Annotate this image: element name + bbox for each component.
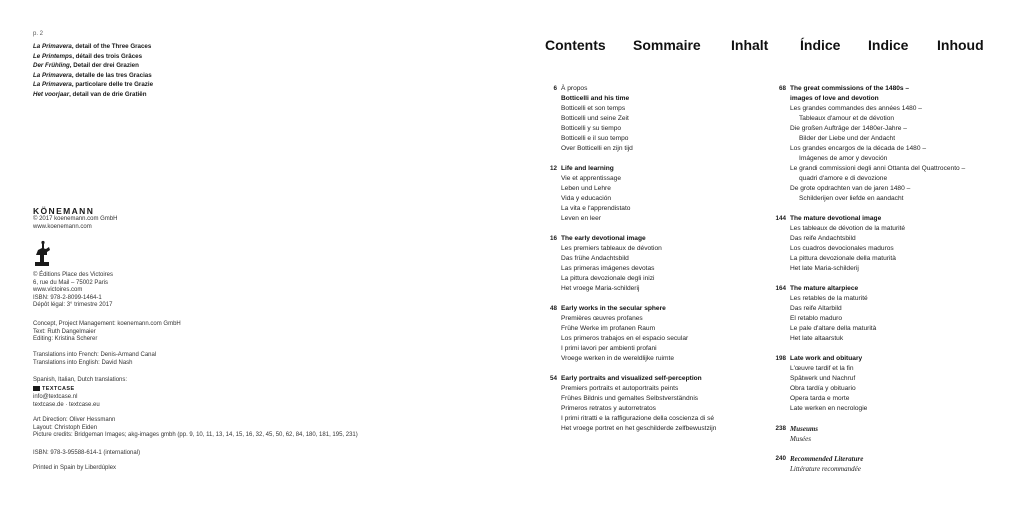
toc-entry-line: Het vroege portret en het geschilderde zelfbewustzijn	[561, 425, 717, 432]
toc-entry-line: El retablo maduro	[790, 315, 843, 322]
toc-entry-line: I primi ritratti e la raffigurazione della coscienza di sé	[561, 415, 715, 422]
textcase-logo-text: TEXTCASE	[42, 386, 75, 392]
art-credits-line: Art Direction: Oliver Hessmann	[33, 417, 116, 423]
translation-line: Translations into English: David Nash	[33, 359, 133, 366]
toc-entry-line: De grote opdrachten van de jaren 1480 –	[790, 185, 911, 192]
caption-title: Het voorjaar	[33, 90, 70, 98]
toc-entry-line: Opera tarda e morte	[790, 395, 850, 402]
credits-line: Concept, Project Management: koenemann.com GmbH	[33, 321, 181, 327]
toc-entry	[778, 84, 1010, 204]
toc-entry	[549, 164, 781, 224]
toc-entry-line: Das frühe Andachtsbild	[561, 255, 629, 262]
editions-line: www.victoires.com	[33, 287, 83, 294]
toc-entry-line: Late werken en necrologie	[790, 405, 868, 412]
caption-title: La Primavera	[33, 71, 72, 79]
toc-entry	[775, 354, 1010, 414]
editions-line: ISBN: 978-2-8099-1464-1	[33, 294, 102, 301]
toc-entry-line: Las primeras imágenes devotas	[561, 265, 655, 272]
printed-line: Printed in Spain by Liberdúplex	[33, 465, 117, 471]
toc-column-left	[549, 84, 781, 434]
toc-entry-line: Das reife Andachtsbild	[790, 235, 856, 242]
toc-entry-line: Vida y educación	[561, 195, 612, 202]
toc-entry-line: Imágenes de amor y devoción	[799, 155, 888, 162]
toc-entry-line: I primi lavori per ambienti profani	[561, 345, 657, 352]
toc-entry-line: Les retables de la maturité	[790, 295, 868, 302]
toc-entry-line: Los primeros trabajos en el espacio secular	[561, 335, 689, 342]
toc-entry-line: Life and learning	[561, 165, 614, 172]
caption-line	[33, 90, 253, 100]
caption-line	[33, 61, 253, 71]
credits-line: Editing: Kristina Scherer	[33, 336, 98, 343]
toc-page-number: 198	[775, 355, 786, 362]
toc-entry-line: Primeros retratos y autorretratos	[561, 405, 656, 412]
toc-entry	[549, 234, 781, 294]
caption-text: , detail van de drie Gratiën	[69, 90, 147, 98]
toc-entry-line: Botticelli et son temps	[561, 105, 626, 112]
toc-entry-line: The early devotional image	[561, 235, 646, 242]
isbn-international: ISBN: 978-3-95588-614-1 (international)	[33, 450, 141, 456]
toc-entry-line: Los cuadros devocionales maduros	[790, 245, 894, 252]
caption-title: Le Printemps	[33, 52, 73, 60]
toc-entry-line: Vroege werken in de wereldlijke ruimte	[561, 355, 675, 362]
toc-entry-line: quadri d'amore e di devozione	[799, 175, 888, 182]
toc-entry-line: Spätwerk und Nachruf	[790, 375, 856, 382]
equestrian-statue-icon	[33, 240, 63, 268]
toc-entry-line: Het late altaarstuk	[790, 335, 844, 342]
toc-entry-line: The mature altarpiece	[790, 285, 859, 292]
toc-entry-line: Early works in the secular sphere	[561, 305, 666, 312]
publisher-logo: KÖNEMANN	[33, 206, 95, 216]
toc-entry-line: Bilder der Liebe und der Andacht	[799, 135, 896, 142]
toc-page-number: 164	[775, 285, 786, 292]
website-line: www.koenemann.com	[33, 224, 92, 230]
toc-entry	[549, 374, 781, 434]
toc-page-number: 12	[549, 165, 557, 172]
caption-text: , détail des trois Grâces	[72, 52, 143, 60]
toc-entry-line: Obra tardía y obituario	[790, 385, 856, 392]
toc-entry-line: The mature devotional image	[790, 215, 882, 222]
textcase-mark-icon	[33, 386, 40, 391]
toc-entry-line: Schilderijen over liefde en aandacht	[799, 195, 904, 202]
toc-entry-line: images of love and devotion	[790, 95, 879, 102]
toc-page-number: 144	[775, 215, 786, 222]
toc-entry-line: Recommended Literature	[790, 455, 864, 463]
toc-entry-line: La pittura devozionale degli inizi	[561, 275, 655, 282]
toc-entry-line: Leben und Lehre	[561, 185, 611, 192]
toc-entry-line: Das reife Altarbild	[790, 305, 842, 312]
toc-page-number: 68	[778, 85, 786, 92]
toc-heading: Indice	[868, 37, 909, 53]
toc-entry-line: Die großen Aufträge der 1480er-Jahre –	[790, 125, 907, 132]
caption-line	[33, 80, 253, 90]
caption-list	[33, 42, 253, 100]
caption-title: La Primavera	[33, 81, 72, 89]
toc-entry-line: Botticelli e il suo tempo	[561, 135, 629, 142]
spanish-translation-line: Spanish, Italian, Dutch translations:	[33, 377, 128, 383]
toc-entry-line: L'œuvre tardif et la fin	[790, 365, 854, 372]
toc-entry-line: Botticelli y su tiempo	[561, 125, 622, 132]
toc-entry-line: Botticelli and his time	[561, 95, 630, 102]
toc-entry-line: Het vroege Maria-schilderij	[561, 285, 640, 292]
toc-entry-line: Premières œuvres profanes	[561, 315, 643, 322]
toc-entry	[553, 84, 781, 154]
toc-entry-line: Early portraits and visualized self-perception	[561, 375, 702, 382]
credits-line: Text: Ruth Dangelmaier	[33, 328, 96, 335]
editions-line: 6, rue du Mail – 75002 Paris	[33, 279, 109, 286]
art-credits-line: Picture credits: Bridgeman Images; akg-images gmbh (pp. 9, 10, 11, 13, 14, 15, 16, 32, 45, 50, 62, 84, 180, 181, 195, 231)	[33, 432, 358, 439]
toc-entry-line: Les tableaux de dévotion de la maturité	[790, 225, 906, 232]
toc-page-number: 240	[775, 455, 786, 462]
toc-entry	[775, 284, 1010, 344]
toc-entry-line: Los grandes encargos de la década de 1480 –	[790, 145, 927, 152]
toc-entry-line: Het late Maria-schilderij	[790, 265, 859, 272]
textcase-line: textcase.de · textcase.eu	[33, 401, 100, 408]
toc-entry	[775, 424, 1010, 444]
editions-line: © Éditions Place des Victoires	[33, 272, 114, 278]
textcase-logo	[33, 386, 75, 392]
toc-entry	[775, 454, 1010, 474]
caption-line	[33, 71, 253, 81]
toc-column-right	[775, 84, 1010, 474]
toc-page-number: 6	[553, 85, 557, 92]
caption-line	[33, 42, 253, 52]
toc-entry-line: Premiers portraits et autoportraits peints	[561, 385, 679, 392]
toc-entry-line: Les premiers tableaux de dévotion	[561, 245, 662, 252]
toc-page-number: 48	[549, 305, 557, 312]
translation-line: Translations into French: Denis-Armand Canal	[33, 352, 157, 358]
toc-entry-line: Vie et apprentissage	[561, 175, 621, 182]
page-reference: p. 2	[33, 31, 44, 37]
toc-entry-line: À propos	[561, 85, 588, 92]
toc-entry-line: Musées	[790, 435, 811, 443]
art-credits-line: Layout: Christoph Eiden	[33, 424, 98, 431]
toc-page-number: 238	[775, 425, 786, 432]
toc-entry-line: Frühe Werke im profanen Raum	[561, 325, 656, 332]
toc-heading: Índice	[800, 37, 841, 53]
toc-entry-line: Frühes Bildnis und gemaltes Selbstverständnis	[561, 395, 699, 402]
toc-entry-line: Late work and obituary	[790, 355, 863, 362]
caption-title: La Primavera	[33, 43, 72, 50]
toc-entry-line: La pittura devozionale della maturità	[790, 255, 896, 262]
editions-line: Dépôt légal: 3° trimestre 2017	[33, 302, 113, 309]
caption-line	[33, 52, 253, 62]
copyright-line: © 2017 koenemann.com GmbH	[33, 216, 118, 222]
toc-entry-line: Tableaux d'amour et de dévotion	[799, 115, 895, 122]
toc-entry-line: Botticelli und seine Zeit	[561, 115, 629, 122]
toc-entry-line: La vita e l'apprendistato	[561, 205, 631, 212]
caption-text: , detail of the Three Graces	[71, 43, 152, 50]
caption-title: Der Frühling	[33, 62, 70, 70]
toc-heading: Inhalt	[731, 37, 769, 53]
toc-entry-line: Les grandes commandes des années 1480 –	[790, 105, 922, 112]
toc-entry-line: Over Botticelli en zijn tijd	[561, 145, 633, 152]
toc-entry-line: Museums	[790, 425, 819, 433]
toc-entry	[549, 304, 781, 364]
toc-entry-line: Le grandi commissioni degli anni Ottanta del Quattrocento –	[790, 165, 966, 172]
toc-entry-line: The great commissions of the 1480s –	[790, 85, 910, 92]
caption-text: , detalle de las tres Gracias	[71, 71, 152, 79]
toc-page-number: 16	[549, 235, 557, 242]
textcase-line: info@textcase.nl	[33, 394, 78, 400]
toc-entry-line: Le pale d'altare della maturità	[790, 325, 877, 332]
caption-text: , Detail der drei Grazien	[69, 62, 139, 70]
right-page	[510, 0, 1020, 510]
toc-entry	[775, 214, 1010, 274]
toc-heading: Sommaire	[633, 37, 701, 53]
toc-page-number: 54	[549, 375, 557, 382]
caption-text: , particolare delle tre Grazie	[71, 81, 154, 89]
toc-entry-line: Littérature recommandée	[790, 465, 861, 473]
toc-entry-line: Leven en leer	[561, 215, 601, 222]
toc-heading: Inhoud	[937, 37, 984, 53]
toc-heading: Contents	[545, 37, 606, 53]
